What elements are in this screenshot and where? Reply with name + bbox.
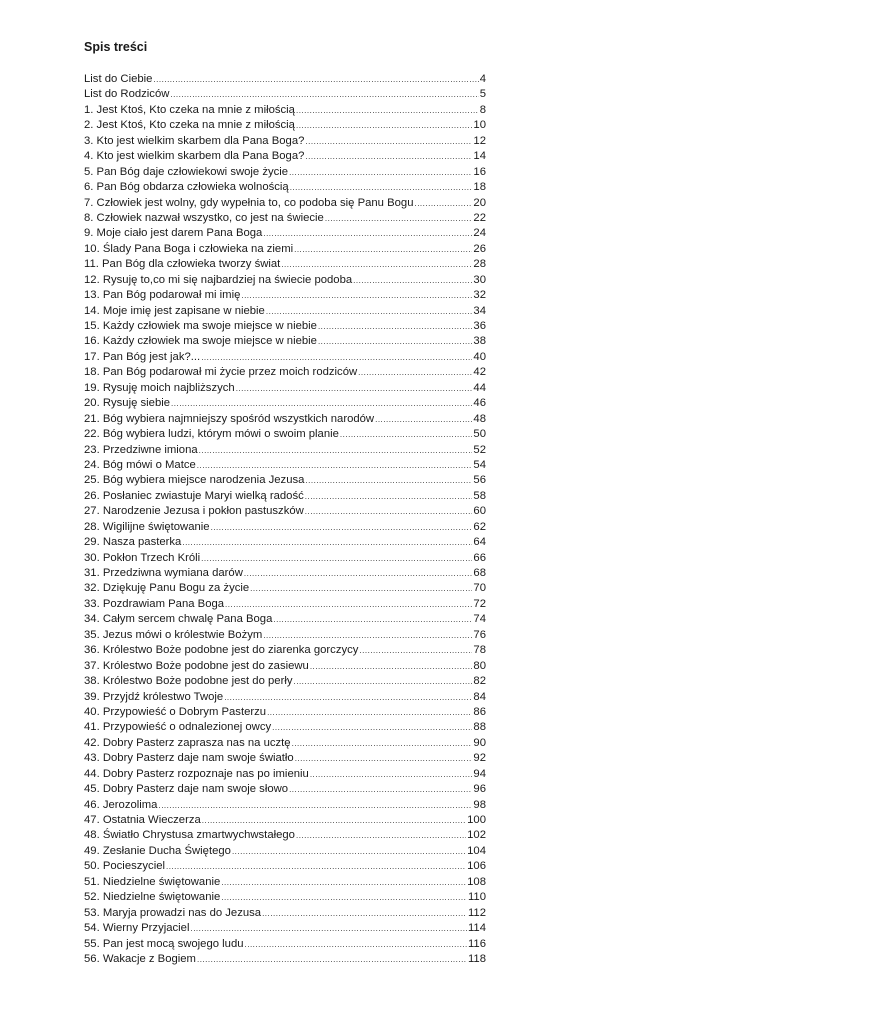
- dot-leader: [295, 751, 473, 766]
- toc-entry-title: 19. Rysuję moich najbliższych: [84, 381, 235, 394]
- toc-entry-title: 36. Królestwo Boże podobne jest do ziarenka gorczycy: [84, 644, 359, 657]
- dot-leader: [318, 334, 472, 349]
- toc-entry-title: 24. Bóg mówi o Matce: [84, 458, 196, 471]
- toc-entry: [84, 828, 486, 843]
- toc-entry-title: 41. Przypowieść o odnalezionej owcy: [84, 721, 272, 734]
- toc-entry: [84, 690, 486, 705]
- toc-entry-title: 25. Bóg wybiera miejsce narodzenia Jezusa: [84, 474, 305, 487]
- toc-entry: [84, 782, 486, 797]
- toc-entry-page: 38: [473, 335, 486, 348]
- toc-entry: [84, 504, 486, 519]
- dot-leader: [166, 859, 466, 874]
- dot-leader: [289, 165, 472, 180]
- toc-entry-page: 108: [467, 875, 486, 888]
- toc-entry-page: 22: [473, 211, 486, 224]
- dot-leader: [201, 350, 472, 365]
- toc-entry: [84, 751, 486, 766]
- toc-entry-page: 56: [473, 474, 486, 487]
- dot-leader: [358, 365, 472, 380]
- toc-entry: [84, 628, 486, 643]
- toc-entry: [84, 257, 486, 272]
- dot-leader: [201, 551, 472, 566]
- toc-entry-page: 54: [473, 458, 486, 471]
- toc-entry: [84, 412, 486, 427]
- toc-entry-page: 98: [473, 798, 486, 811]
- toc-entry-title: 6. Pan Bóg obdarza człowieka wolnością: [84, 181, 289, 194]
- toc-entry: [84, 87, 486, 102]
- dot-leader: [211, 520, 473, 535]
- toc-entry-title: 13. Pan Bóg podarował mi imię: [84, 289, 241, 302]
- toc-entry-title: 48. Światło Chrystusa zmartwychwstałego: [84, 829, 295, 842]
- toc-entry: [84, 767, 486, 782]
- toc-entry-page: 78: [473, 644, 486, 657]
- dot-leader: [224, 690, 472, 705]
- toc-entry-title: 12. Rysuję to,co mi się najbardziej na świecie podoba: [84, 273, 353, 286]
- toc-entry-title: 17. Pan Bóg jest jak?...: [84, 350, 201, 363]
- dot-leader: [199, 443, 473, 458]
- toc-entry-title: 23. Przedziwne imiona: [84, 443, 198, 456]
- toc-entry-page: 10: [473, 119, 486, 132]
- dot-leader: [245, 937, 467, 952]
- toc-entry: [84, 196, 486, 211]
- toc-entry-page: 104: [467, 844, 486, 857]
- toc-entry: [84, 273, 486, 288]
- toc-entry-title: 46. Jerozolima: [84, 798, 158, 811]
- toc-entry-page: 116: [467, 937, 486, 950]
- dot-leader: [263, 226, 472, 241]
- toc-entry: [84, 350, 486, 365]
- dot-leader: [318, 319, 472, 334]
- toc-entry: [84, 581, 486, 596]
- toc-entry-title: 55. Pan jest mocą swojego ludu: [84, 937, 244, 950]
- toc-entry: [84, 443, 486, 458]
- dot-leader: [202, 813, 466, 828]
- toc-entry-title: 43. Dobry Pasterz daje nam swoje światło: [84, 752, 294, 765]
- dot-leader: [221, 875, 466, 890]
- toc-entry: [84, 674, 486, 689]
- toc-entry-page: 74: [473, 613, 486, 626]
- toc-entry: [84, 165, 486, 180]
- toc-entry: [84, 458, 486, 473]
- toc-entry-page: 24: [473, 227, 486, 240]
- toc-entry: [84, 798, 486, 813]
- toc-entry-title: 8. Człowiek nazwał wszystko, co jest na świecie: [84, 211, 324, 224]
- dot-leader: [310, 659, 473, 674]
- dot-leader: [296, 103, 479, 118]
- toc-entry: [84, 242, 486, 257]
- toc-entry-title: 4. Kto jest wielkim skarbem dla Pana Boga?: [84, 150, 305, 163]
- toc-entry-title: 39. Przyjdź królestwo Twoje: [84, 690, 224, 703]
- dot-leader: [289, 782, 472, 797]
- toc-entry-page: 30: [473, 273, 486, 286]
- toc-entry: [84, 643, 486, 658]
- dot-leader: [170, 87, 478, 102]
- toc-entry: [84, 134, 486, 149]
- toc-entry-page: 106: [467, 860, 486, 873]
- toc-entry-title: 7. Człowiek jest wolny, gdy wypełnia to, co podoba się Panu Bogu: [84, 196, 414, 209]
- dot-leader: [359, 643, 472, 658]
- toc-entry-title: 28. Wigilijne świętowanie: [84, 520, 210, 533]
- toc-entry-page: 14: [473, 150, 486, 163]
- toc-entry-title: 37. Królestwo Boże podobne jest do zasiewu: [84, 659, 309, 672]
- toc-entry: [84, 288, 486, 303]
- toc-entry-title: 22. Bóg wybiera ludzi, którym mówi o swoim planie: [84, 428, 339, 441]
- toc-entry-page: 58: [473, 489, 486, 502]
- toc-entry-page: 64: [473, 536, 486, 549]
- toc-entry: [84, 551, 486, 566]
- toc-entry-page: 48: [473, 412, 486, 425]
- toc-entry: [84, 906, 486, 921]
- toc-entry-title: 51. Niedzielne świętowanie: [84, 875, 221, 888]
- toc-entry-page: 118: [467, 952, 486, 965]
- toc-entry-page: 66: [473, 551, 486, 564]
- dot-leader: [310, 767, 473, 782]
- toc-entry-title: 1. Jest Ktoś, Kto czeka na mnie z miłością: [84, 103, 295, 116]
- dot-leader: [158, 798, 472, 813]
- toc-entry-page: 76: [473, 628, 486, 641]
- toc-entry: [84, 890, 486, 905]
- toc-entry: [84, 597, 486, 612]
- page-title: Spis treści: [84, 40, 148, 54]
- toc-entry-page: 34: [473, 304, 486, 317]
- toc-entry-page: 100: [467, 814, 486, 826]
- toc-entry-page: 36: [473, 320, 486, 332]
- toc-entry: [84, 149, 486, 164]
- toc-entry: [84, 813, 486, 828]
- dot-leader: [190, 921, 467, 936]
- toc-entry: [84, 427, 486, 442]
- dot-leader: [241, 288, 472, 303]
- dot-leader: [272, 720, 472, 735]
- dot-leader: [296, 118, 472, 133]
- toc-entry-title: 47. Ostatnia Wieczerza: [84, 814, 201, 826]
- toc-entry-page: 70: [473, 582, 486, 595]
- dot-leader: [305, 149, 472, 164]
- toc-entry-title: 38. Królestwo Boże podobne jest do perły: [84, 675, 293, 688]
- toc-entry-page: 5: [479, 88, 486, 101]
- toc-entry-page: 44: [473, 381, 486, 394]
- toc-entry-title: 44. Dobry Pasterz rozpoznaje nas po imieniu: [84, 767, 309, 780]
- toc-entry-title: 29. Nasza pasterka: [84, 536, 182, 549]
- toc-entry-title: 40. Przypowieść o Dobrym Pasterzu: [84, 705, 267, 718]
- toc-entry-page: 112: [467, 906, 486, 919]
- toc-entry: [84, 473, 486, 488]
- toc-entry: [84, 705, 486, 720]
- toc-entry: [84, 612, 486, 627]
- toc-entry-title: 15. Każdy człowiek ma swoje miejsce w niebie: [84, 320, 317, 332]
- dot-leader: [292, 736, 473, 751]
- toc-entry-page: 68: [473, 567, 486, 579]
- toc-entry-page: 72: [473, 597, 486, 610]
- dot-leader: [153, 72, 478, 87]
- dot-leader: [266, 304, 473, 319]
- toc-entry: [84, 875, 486, 890]
- toc-entry: [84, 334, 486, 349]
- toc-entry-title: List do Rodziców: [84, 88, 170, 101]
- toc-entry-page: 96: [473, 783, 486, 796]
- toc-entry-title: 33. Pozdrawiam Pana Boga: [84, 597, 225, 610]
- toc-entry-page: 46: [473, 397, 486, 410]
- toc-entry-page: 84: [473, 690, 486, 703]
- toc-entry-title: 2. Jest Ktoś, Kto czeka na mnie z miłością: [84, 119, 295, 132]
- dot-leader: [305, 473, 472, 488]
- dot-leader: [197, 952, 467, 967]
- toc-entry-title: 50. Pocieszyciel: [84, 860, 165, 873]
- toc-entry: [84, 180, 486, 195]
- dot-leader: [182, 535, 472, 550]
- toc-entry-page: 86: [473, 705, 486, 718]
- toc-entry-title: 14. Moje imię jest zapisane w niebie: [84, 304, 265, 317]
- toc-entry: [84, 921, 486, 936]
- dot-leader: [353, 273, 472, 288]
- toc-entry: [84, 381, 486, 396]
- toc-entry: [84, 535, 486, 550]
- toc-entry-title: 52. Niedzielne świętowanie: [84, 891, 221, 904]
- toc-entry-page: 18: [473, 181, 486, 194]
- dot-leader: [262, 906, 467, 921]
- toc-entry: [84, 211, 486, 226]
- toc-entry: [84, 566, 486, 581]
- toc-entry-title: 11. Pan Bóg dla człowieka tworzy świat: [84, 258, 281, 271]
- toc-entry: [84, 489, 486, 504]
- dot-leader: [197, 458, 473, 473]
- toc-entry: [84, 103, 486, 118]
- toc-entry-title: 9. Moje ciało jest darem Pana Boga: [84, 227, 263, 240]
- toc-entry-title: 10. Ślady Pana Boga i człowieka na ziemi: [84, 242, 294, 255]
- toc-entry-page: 20: [473, 196, 486, 209]
- toc-entry: [84, 118, 486, 133]
- toc-entry: [84, 520, 486, 535]
- toc-entry-page: 90: [473, 736, 486, 749]
- toc-entry-title: 32. Dziękuję Panu Bogu za życie: [84, 582, 250, 595]
- dot-leader: [250, 581, 472, 596]
- toc-entry-page: 88: [473, 721, 486, 734]
- toc-entry-title: 5. Pan Bóg daje człowiekowi swoje życie: [84, 165, 289, 178]
- dot-leader: [221, 890, 467, 905]
- toc-entry-page: 82: [473, 675, 486, 688]
- toc-entry-title: 30. Pokłon Trzech Króli: [84, 551, 201, 564]
- toc-entry-page: 32: [473, 289, 486, 302]
- toc-entry-page: 26: [473, 242, 486, 255]
- toc-entry-page: 80: [473, 659, 486, 672]
- toc-entry-title: 3. Kto jest wielkim skarbem dla Pana Boga?: [84, 134, 305, 147]
- toc-entry: [84, 72, 486, 87]
- table-of-contents: [84, 72, 486, 967]
- toc-entry-title: 20. Rysuję siebie: [84, 397, 171, 410]
- toc-entry-title: 31. Przedziwna wymiana darów: [84, 567, 243, 579]
- toc-entry-page: 62: [473, 520, 486, 533]
- dot-leader: [325, 211, 473, 226]
- dot-leader: [294, 674, 473, 689]
- toc-entry: [84, 736, 486, 751]
- toc-entry: [84, 396, 486, 411]
- dot-leader: [273, 612, 472, 627]
- toc-entry-page: 92: [473, 752, 486, 765]
- toc-entry-page: 8: [479, 103, 486, 116]
- toc-entry: [84, 304, 486, 319]
- dot-leader: [281, 257, 472, 272]
- dot-leader: [296, 828, 466, 843]
- dot-leader: [305, 489, 473, 504]
- dot-leader: [294, 242, 472, 257]
- toc-entry-title: 18. Pan Bóg podarował mi życie przez moich rodziców: [84, 366, 358, 379]
- dot-leader: [414, 196, 472, 211]
- toc-entry-title: 49. Zesłanie Ducha Świętego: [84, 844, 231, 857]
- toc-entry-title: 54. Wierny Przyjaciel: [84, 922, 190, 935]
- toc-entry-title: List do Ciebie: [84, 73, 153, 85]
- toc-entry-page: 16: [473, 165, 486, 178]
- toc-entry-page: 52: [473, 443, 486, 456]
- toc-entry-page: 114: [467, 922, 486, 935]
- toc-entry: [84, 226, 486, 241]
- toc-entry-title: 26. Posłaniec zwiastuje Maryi wielką radość: [84, 489, 304, 502]
- toc-entry-title: 45. Dobry Pasterz daje nam swoje słowo: [84, 783, 289, 796]
- toc-entry: [84, 365, 486, 380]
- toc-entry-page: 60: [473, 505, 486, 518]
- toc-entry-title: 42. Dobry Pasterz zaprasza nas na ucztę: [84, 736, 291, 749]
- toc-entry-title: 53. Maryja prowadzi nas do Jezusa: [84, 906, 262, 919]
- toc-entry-page: 12: [473, 134, 486, 147]
- toc-entry-title: 21. Bóg wybiera najmniejszy spośród wszystkich narodów: [84, 412, 375, 425]
- toc-entry-page: 42: [473, 366, 486, 379]
- toc-entry-title: 56. Wakacje z Bogiem: [84, 952, 196, 965]
- dot-leader: [244, 566, 473, 581]
- dot-leader: [305, 504, 473, 519]
- dot-leader: [267, 705, 472, 720]
- toc-entry: [84, 859, 486, 874]
- toc-entry: [84, 659, 486, 674]
- dot-leader: [225, 597, 472, 612]
- toc-entry-page: 102: [467, 829, 486, 842]
- toc-entry-page: 28: [473, 258, 486, 271]
- toc-entry-page: 50: [473, 428, 486, 441]
- toc-entry-page: 40: [473, 350, 486, 363]
- toc-entry: [84, 952, 486, 967]
- toc-entry: [84, 937, 486, 952]
- toc-entry-title: 34. Całym sercem chwalę Pana Boga: [84, 613, 273, 626]
- dot-leader: [375, 412, 472, 427]
- toc-entry-page: 110: [467, 891, 486, 904]
- toc-entry-title: 35. Jezus mówi o królestwie Bożym: [84, 628, 263, 641]
- toc-entry: [84, 319, 486, 334]
- dot-leader: [340, 427, 473, 442]
- toc-entry-title: 16. Każdy człowiek ma swoje miejsce w niebie: [84, 335, 317, 348]
- toc-entry: [84, 720, 486, 735]
- toc-entry-title: 27. Narodzenie Jezusa i pokłon pastuszków: [84, 505, 304, 518]
- dot-leader: [263, 628, 472, 643]
- toc-entry-page: 4: [479, 73, 486, 85]
- dot-leader: [171, 396, 472, 411]
- dot-leader: [232, 844, 466, 859]
- dot-leader: [290, 180, 473, 195]
- dot-leader: [236, 381, 473, 396]
- toc-entry: [84, 844, 486, 859]
- dot-leader: [305, 134, 472, 149]
- toc-entry-page: 94: [473, 767, 486, 780]
